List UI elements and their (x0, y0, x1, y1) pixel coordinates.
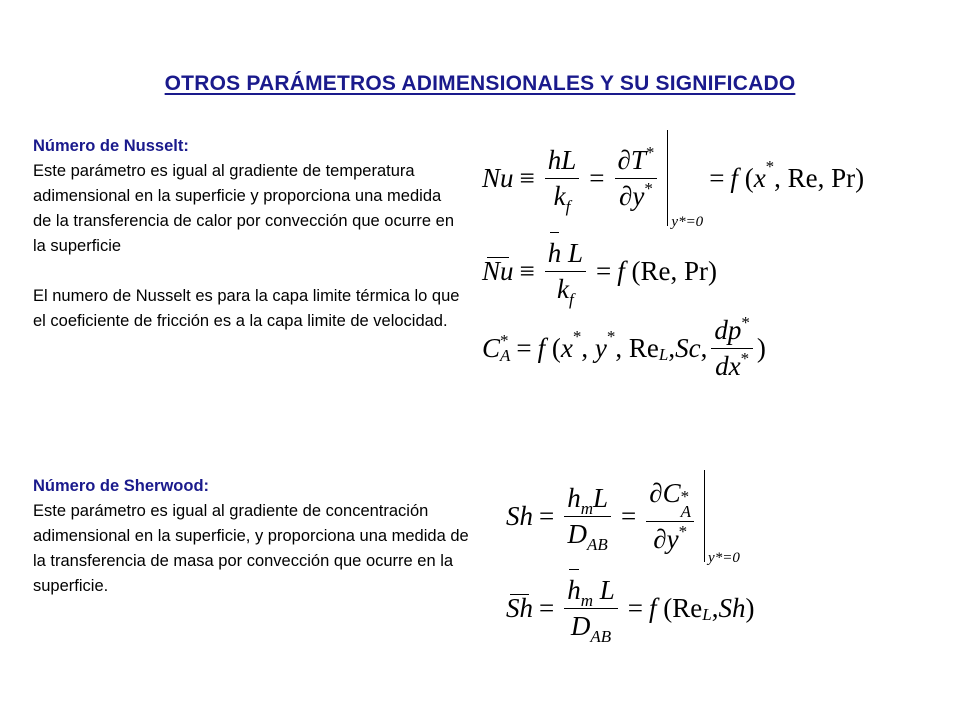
sherwood-average-equation: Sh = $\frac{h_m L}{D_{AB}}$ = f (Re L , Sh ) (506, 574, 755, 646)
concentration-equation: C * A = f ( x * , y * , Re L , Sc , $\frac{dp^*}{dx^*}$ ) (482, 312, 766, 381)
nusselt-note: El numero de Nusselt es para la capa limite térmica lo que el coeficiente de fricción es a la capa limite de velocidad. (33, 287, 460, 330)
sherwood-heading: Número de Sherwood: (33, 477, 210, 495)
nusselt-section (33, 134, 463, 334)
nusselt-description: Este parámetro es igual al gradiente de temperatura adimensional en la superficie y proporciona una medida de la transferencia de calor por convección que ocurre en la superficie (33, 162, 454, 255)
nusselt-average-equation: Nu ≡ $\frac{\text{h L}}{k_f}$ = f (Re, Pr) (482, 237, 718, 309)
page-title: OTROS PARÁMETROS ADIMENSIONALES Y SU SIGNIFICADO (164, 72, 796, 95)
sherwood-section (33, 474, 473, 599)
nusselt-local-equation: Nu ≡ $\frac{hL}{k_f}$ = $\frac{\partial T^*}{\partial y^*}$ y*=0 = f ( x * , Re, Pr) (482, 130, 864, 226)
sherwood-local-equation: Sh = $\frac{h_mL}{D_{AB}}$ = ∂C * A ∂y* y*=0 (506, 470, 740, 562)
sherwood-description: Este parámetro es igual al gradiente de concentración adimensional en la superficie, y proporciona una medida de la transferencia de masa por convección que ocurre en la superficie. (33, 502, 469, 595)
nusselt-heading: Número de Nusselt: (33, 137, 189, 155)
